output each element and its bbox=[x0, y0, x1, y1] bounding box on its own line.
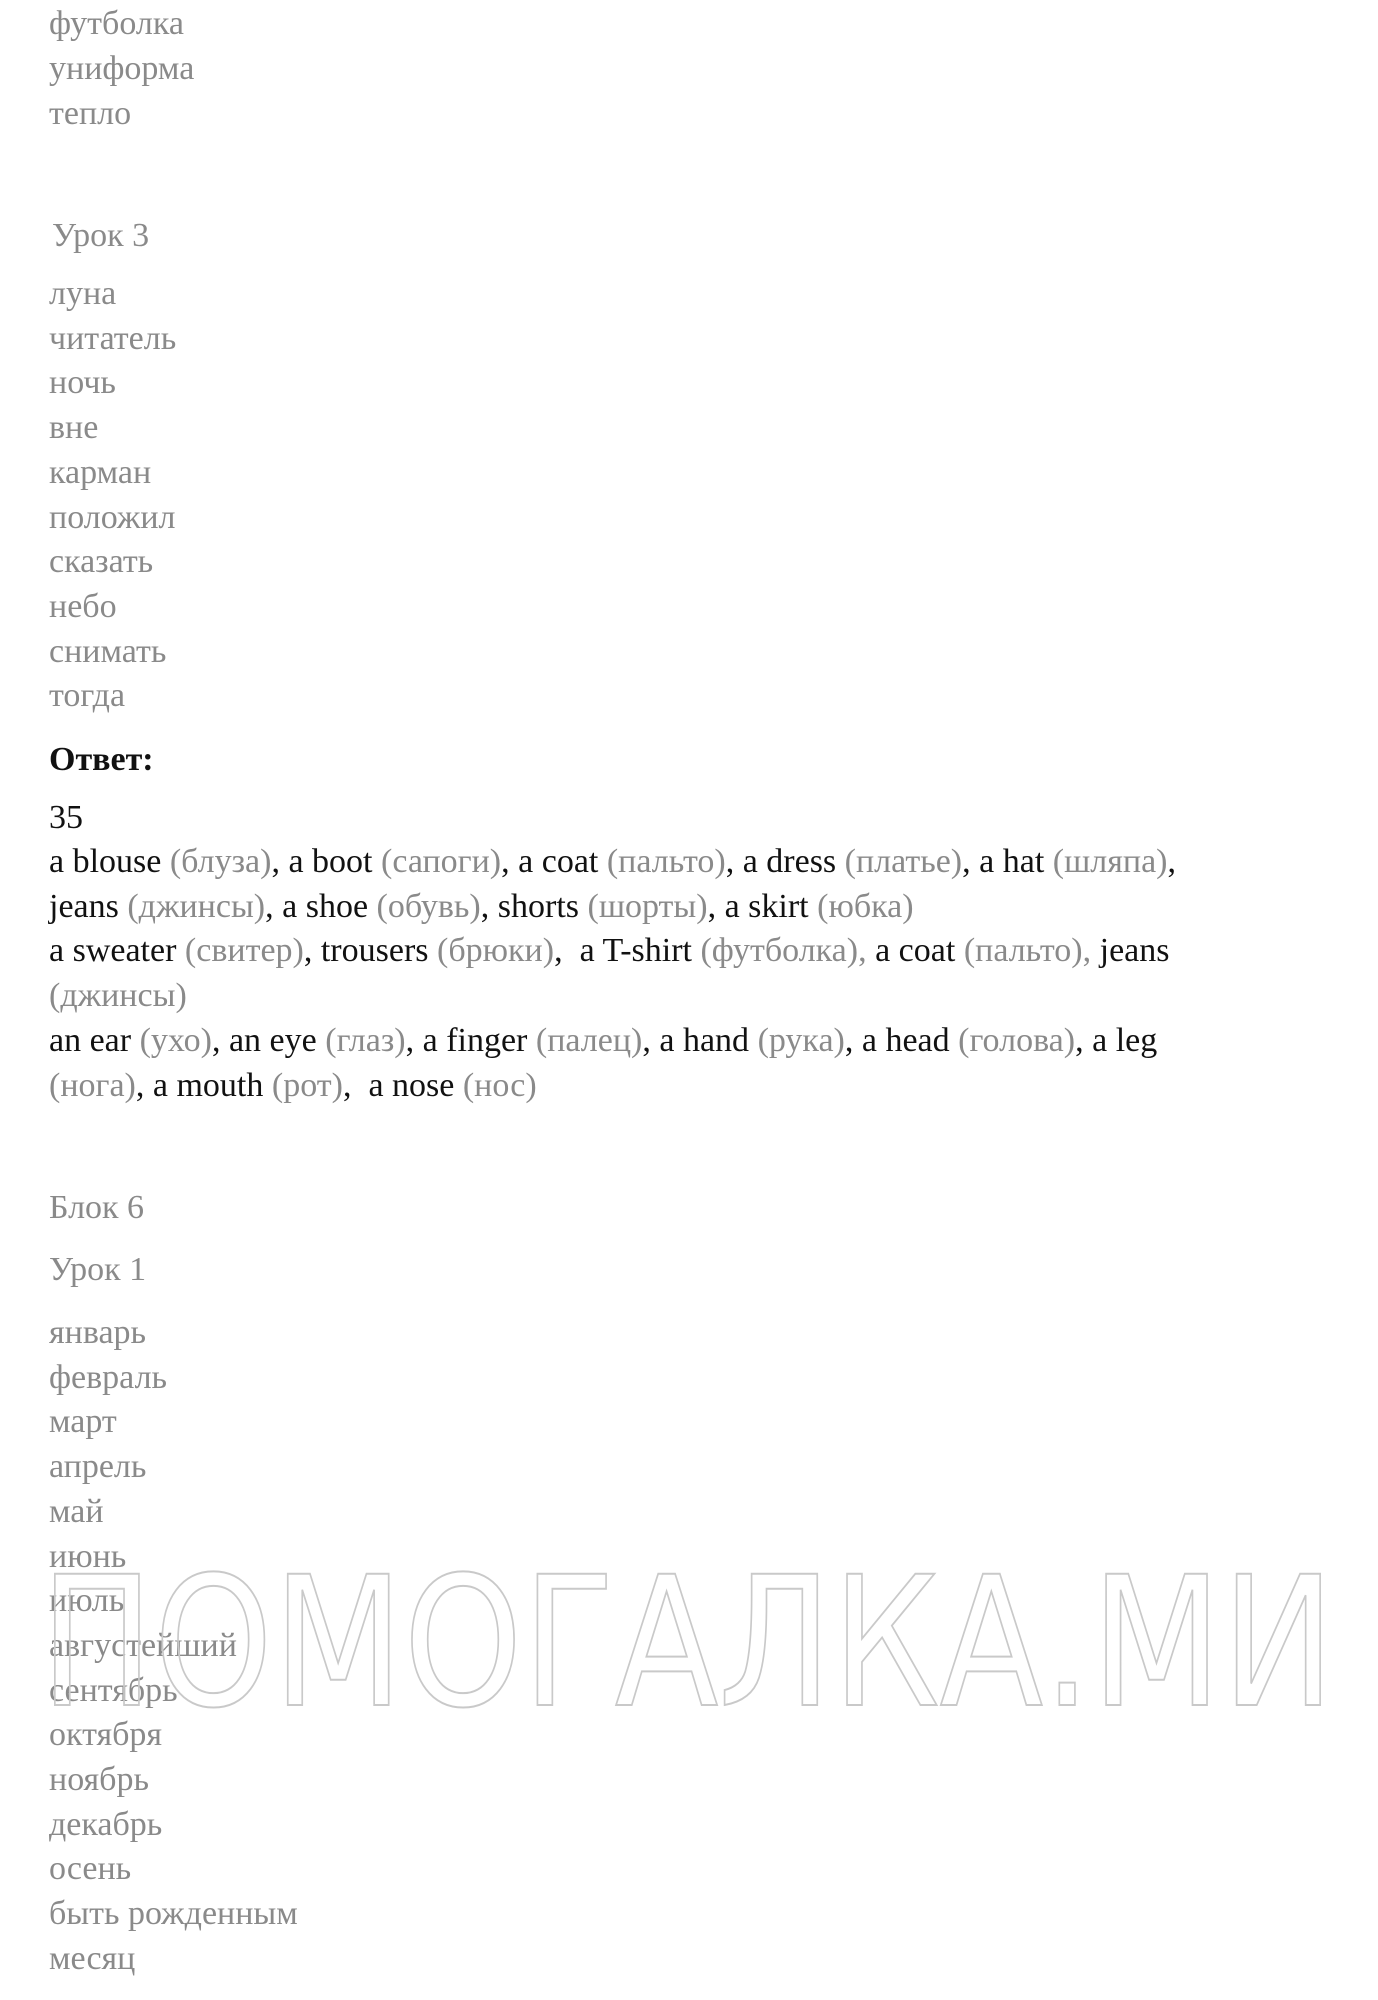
vocab-word: луна bbox=[49, 275, 117, 312]
english-word: , a boot bbox=[271, 843, 373, 880]
english-word: , a dress bbox=[725, 843, 837, 880]
vocab-word: снимать bbox=[49, 632, 167, 670]
translation-text: (нос) bbox=[454, 1066, 537, 1104]
english-word: an ear bbox=[49, 1021, 132, 1059]
english-word: , a mouth bbox=[135, 1066, 264, 1104]
translation-text: (платье) bbox=[836, 843, 963, 880]
english-word: , a T-shirt bbox=[554, 932, 692, 970]
english-word: a sweater bbox=[49, 932, 177, 970]
block-heading: Блок 6 bbox=[49, 1189, 145, 1226]
english-word: , a skirt bbox=[707, 887, 809, 925]
vocab-word: футболка bbox=[49, 5, 184, 42]
english-word: , a finger bbox=[405, 1021, 528, 1059]
translation-text: (пальто), bbox=[955, 932, 1100, 970]
translation-text: (нога) bbox=[49, 1066, 136, 1104]
vocab-word: ноябрь bbox=[49, 1761, 149, 1798]
vocab-word: вне bbox=[49, 409, 99, 447]
vocab-word: августейший bbox=[49, 1626, 237, 1664]
translation-text: (юбка) bbox=[808, 887, 914, 925]
answer-line bbox=[49, 885, 914, 929]
vocab-word: ночь bbox=[49, 364, 116, 402]
vocab-word: март bbox=[49, 1403, 117, 1441]
translation-text: (джинсы) bbox=[118, 887, 266, 925]
english-word: , a nose bbox=[342, 1066, 455, 1104]
english-word: , a coat bbox=[501, 843, 599, 880]
translation-text: (джинсы) bbox=[49, 977, 187, 1015]
vocab-word: апрель bbox=[49, 1448, 147, 1486]
english-word: a blouse bbox=[49, 843, 162, 880]
english-word: , a leg bbox=[1075, 1021, 1158, 1059]
translation-text: (брюки) bbox=[428, 932, 555, 970]
exercise-number: 35 bbox=[49, 799, 83, 836]
vocab-word: читатель bbox=[49, 319, 177, 357]
english-word: , shorts bbox=[480, 887, 579, 925]
translation-text: (рука) bbox=[749, 1021, 845, 1059]
translation-text: (ухо) bbox=[131, 1021, 212, 1059]
vocab-word: октября bbox=[49, 1716, 163, 1754]
vocab-word: январь bbox=[49, 1314, 147, 1351]
vocab-word: май bbox=[49, 1492, 104, 1530]
vocab-word: униформа bbox=[49, 50, 195, 87]
translation-text: (сапоги) bbox=[372, 843, 502, 880]
vocab-word: декабрь bbox=[49, 1805, 163, 1843]
translation-text: (свитер) bbox=[176, 932, 304, 970]
translation-text: (пальто) bbox=[598, 843, 726, 880]
watermark-text: ПОМОГАЛКА.МИ bbox=[40, 1565, 1335, 1725]
vocab-word: осень bbox=[49, 1850, 132, 1888]
translation-text: (шорты) bbox=[579, 887, 708, 925]
vocab-word: тепло bbox=[49, 95, 132, 132]
translation-text: (футболка), bbox=[691, 932, 876, 970]
vocab-word: карман bbox=[49, 453, 152, 491]
english-word: , a hat bbox=[962, 843, 1045, 880]
vocab-word: февраль bbox=[49, 1358, 168, 1396]
answer-line bbox=[49, 929, 1170, 973]
vocab-word: месяц bbox=[49, 1939, 136, 1977]
translation-text: (глаз) bbox=[316, 1021, 406, 1059]
answer-line bbox=[49, 1064, 537, 1108]
lesson-heading: Урок 3 bbox=[52, 217, 150, 254]
translation-text: (обувь) bbox=[368, 887, 481, 925]
translation-text: (шляпа) bbox=[1044, 843, 1168, 880]
english-word: , a shoe bbox=[265, 887, 369, 925]
vocab-word: сентябрь bbox=[49, 1671, 178, 1709]
answer-line bbox=[49, 1019, 1157, 1063]
answer-line bbox=[49, 974, 187, 1018]
translation-text: (рот) bbox=[263, 1066, 343, 1104]
vocab-word: тогда bbox=[49, 677, 126, 715]
translation-text: (палец) bbox=[527, 1021, 643, 1059]
vocab-word: небо bbox=[49, 587, 117, 625]
vocab-word: июль bbox=[49, 1582, 125, 1620]
english-word: , a hand bbox=[642, 1021, 750, 1059]
english-word: , a head bbox=[844, 1021, 950, 1059]
english-word: , bbox=[1167, 843, 1176, 880]
english-word: a coat bbox=[875, 932, 956, 970]
vocab-word: сказать bbox=[49, 543, 154, 581]
vocab-word: положил bbox=[49, 498, 176, 536]
english-word: jeans bbox=[1099, 932, 1170, 970]
lesson-heading: Урок 1 bbox=[49, 1251, 147, 1288]
answer-line bbox=[49, 840, 1176, 884]
english-word: , an eye bbox=[211, 1021, 317, 1059]
english-word: jeans bbox=[49, 887, 119, 925]
translation-text: (голова) bbox=[949, 1021, 1076, 1059]
vocab-word: быть рожденным bbox=[49, 1895, 298, 1933]
vocab-word: июнь bbox=[49, 1537, 127, 1575]
answer-label: Ответ: bbox=[49, 741, 154, 778]
translation-text: (блуза) bbox=[161, 843, 272, 880]
english-word: , trousers bbox=[303, 932, 429, 970]
